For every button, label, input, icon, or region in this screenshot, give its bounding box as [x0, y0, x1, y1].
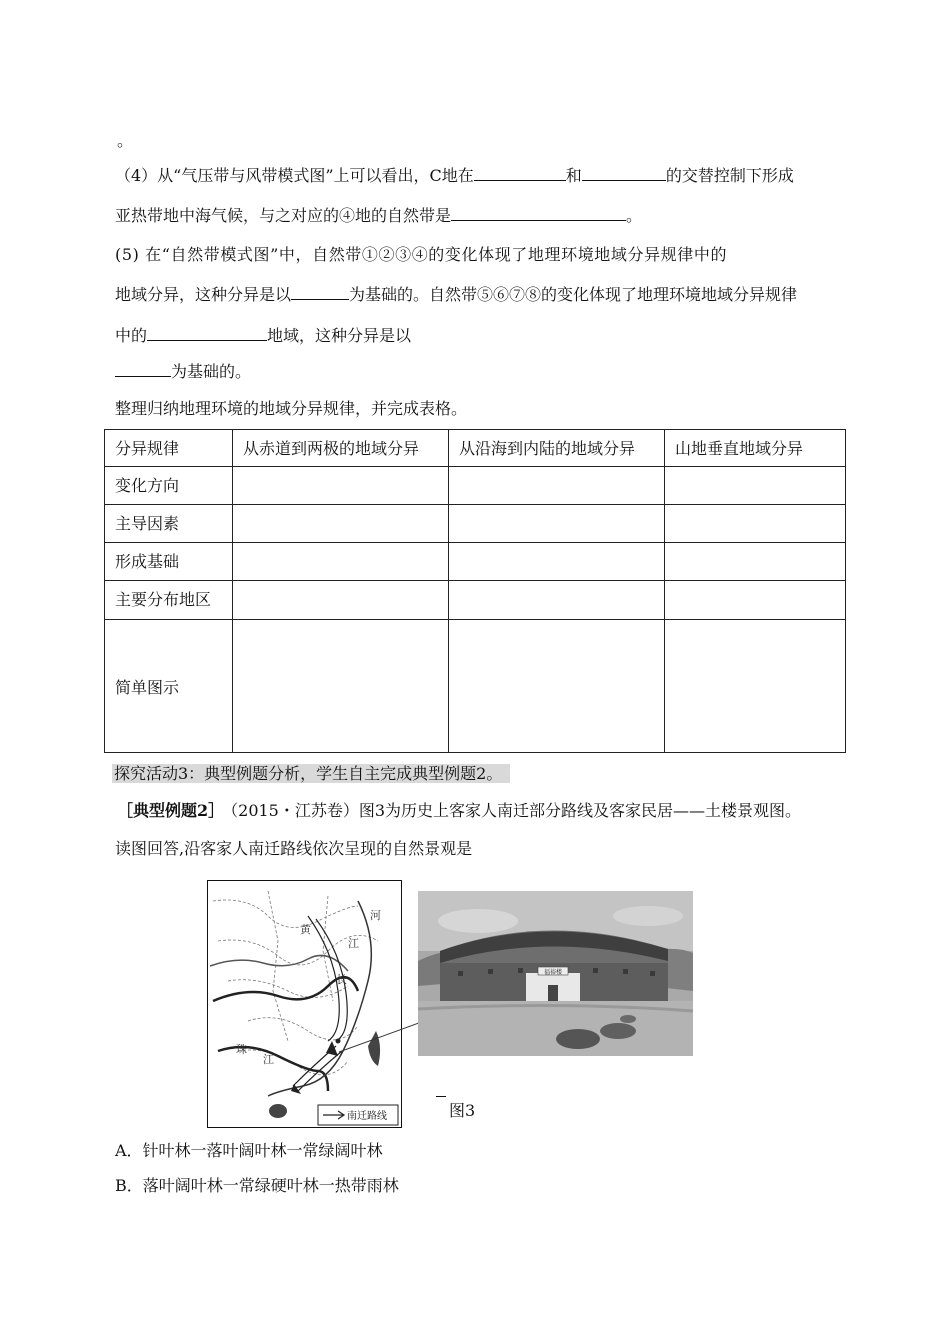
table-cell[interactable]	[665, 581, 846, 620]
legend-label: 南迁路线	[347, 1111, 387, 1122]
option-a[interactable]: A．针叶林一落叶阔叶林一常绿阔叶林	[115, 1141, 383, 1160]
table-row	[105, 505, 846, 543]
q4-text-d: 亚热带地中海气候，与之对应的④地的自然带是	[115, 206, 452, 225]
table-cell[interactable]	[233, 543, 449, 581]
table-cell[interactable]	[449, 467, 665, 505]
table-cell[interactable]	[449, 581, 665, 620]
table-cell[interactable]	[233, 505, 449, 543]
map-label: 长	[336, 973, 347, 986]
table-cell[interactable]	[449, 620, 665, 753]
q5-text-c: 中的	[115, 326, 148, 345]
table-cell[interactable]	[449, 543, 665, 581]
question-5-line-2	[115, 282, 797, 305]
answer-blank[interactable]	[147, 326, 267, 341]
map-label: 黄	[300, 923, 311, 936]
q4-text-b: 和	[565, 166, 582, 185]
tulou-drawing	[418, 891, 693, 1056]
activity-3	[112, 761, 510, 784]
answer-blank[interactable]	[451, 206, 626, 221]
answer-blank[interactable]	[474, 166, 566, 181]
table-row	[105, 467, 846, 505]
figure-caption: 图3	[449, 1101, 476, 1120]
question-5-line-3	[115, 323, 411, 346]
summary-table	[104, 429, 846, 753]
row-label: 主导因素	[105, 505, 233, 543]
top-mark: 。	[117, 131, 134, 150]
answer-blank[interactable]	[582, 166, 666, 181]
table-cell[interactable]	[665, 505, 846, 543]
table-header-cell: 从赤道到两极的地域分异	[233, 430, 449, 467]
table-row	[105, 581, 846, 620]
map-label: 珠	[236, 1043, 247, 1056]
table-header-cell: 从沿海到内陆的地域分异	[449, 430, 665, 467]
question-4-line-2	[115, 203, 642, 226]
row-label: 主要分布地区	[105, 581, 233, 620]
table-header-row	[105, 430, 846, 467]
table-cell[interactable]	[449, 505, 665, 543]
activity-3-text: 探究活动3：典型例题分析，学生自主完成典型例题2。	[112, 764, 510, 783]
row-label: 变化方向	[105, 467, 233, 505]
q5-text-a: 地域分异，这种分异是以	[115, 285, 292, 304]
table-cell[interactable]	[233, 620, 449, 753]
table-intro: 整理归纳地理环境的地域分异规律，并完成表格。	[115, 399, 468, 418]
table-row	[105, 620, 846, 753]
question-5-line-1: (5) 在“自然带模式图”中，自然带①②③④的变化体现了地理环境地域分异规律中的	[115, 245, 728, 264]
q4-text-c: 的交替控制下形成	[665, 166, 794, 185]
q4-text-a: （4）从“气压带与风带模式图”上可以看出，C地在	[115, 166, 474, 185]
example-text: （2015・江苏卷）图3为历史上客家人南迁部分路线及客家民居——土楼景观图。	[230, 801, 802, 820]
q5-text-e: 为基础的。	[171, 362, 252, 381]
table-cell[interactable]	[233, 581, 449, 620]
table-header-cell: 山地垂直地域分异	[665, 430, 846, 467]
q5-text-d: 地域，这种分异是以	[267, 326, 412, 345]
map-label: 江	[348, 937, 359, 950]
question-5-line-4	[115, 359, 251, 382]
map-drawing	[208, 881, 401, 1127]
tulou-photo	[418, 891, 693, 1056]
q4-text-e: 。	[626, 206, 643, 225]
migration-map	[207, 880, 402, 1128]
map-label: 江	[263, 1053, 274, 1066]
map-label: 河	[370, 909, 381, 922]
row-label: 形成基础	[105, 543, 233, 581]
table-header-cell: 分异规律	[105, 430, 233, 467]
gate-sign-text: 福裕楼	[543, 969, 563, 976]
option-b[interactable]: B．落叶阔叶林一常绿硬叶林一热带雨林	[115, 1176, 399, 1195]
question-4-line-1	[115, 163, 794, 186]
table-cell[interactable]	[665, 467, 846, 505]
answer-blank[interactable]	[115, 362, 171, 377]
table-cell[interactable]	[665, 543, 846, 581]
example-2-line-2: 读图回答,沿客家人南迁路线依次呈现的自然景观是	[115, 839, 473, 858]
figure-dash	[436, 1096, 446, 1097]
example-2-line-1	[117, 798, 801, 821]
q5-text-b: 为基础的。自然带⑤⑥⑦⑧的变化体现了地理环境地域分异规律	[349, 285, 798, 304]
table-row	[105, 543, 846, 581]
answer-blank[interactable]	[291, 285, 349, 300]
row-label: 简单图示	[105, 620, 233, 753]
example-tag: ［典型例题2］	[117, 801, 225, 820]
table-cell[interactable]	[233, 467, 449, 505]
table-cell[interactable]	[665, 620, 846, 753]
